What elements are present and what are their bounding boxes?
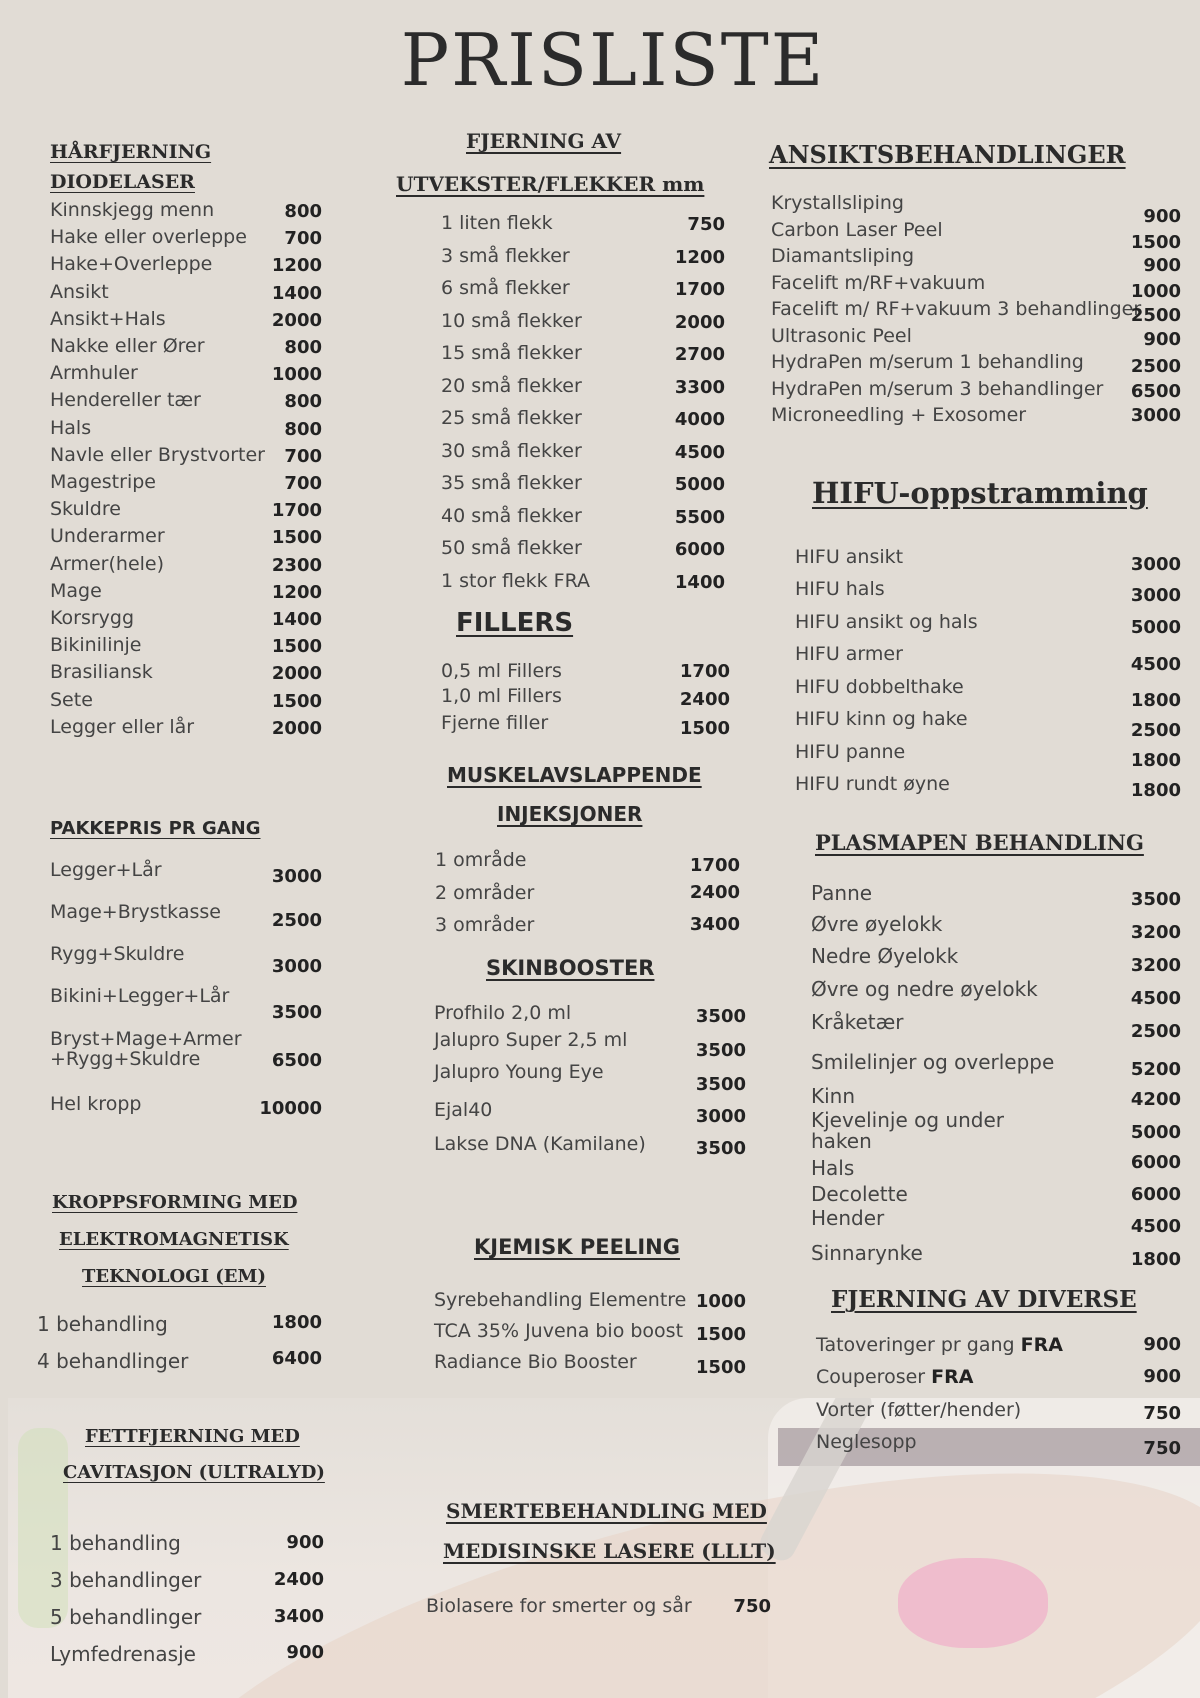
plasma-item-label: Hals bbox=[811, 1156, 855, 1180]
plasma-item-label: Panne bbox=[811, 881, 873, 905]
skinbooster-item-price: 3500 bbox=[695, 1040, 746, 1061]
ansikt-item-label: Microneedling + Exosomer bbox=[771, 404, 1027, 426]
plasma-item-price: 1800 bbox=[1130, 1249, 1181, 1270]
fillers-item-label: 1,0 ml Fillers bbox=[441, 685, 562, 707]
plasma-item-label: Kjevelinje og under haken bbox=[811, 1108, 1004, 1153]
hifu-item-price: 1800 bbox=[1130, 690, 1181, 711]
utvekster-item-price: 5500 bbox=[674, 507, 725, 528]
harfjerning-item-price: 800 bbox=[284, 391, 322, 412]
fillers-heading: FILLERS bbox=[456, 608, 574, 638]
kjemisk-item-label: Radiance Bio Booster bbox=[434, 1351, 637, 1373]
pakkepris-item-price: 3000 bbox=[271, 956, 322, 977]
skinbooster-item-price: 3500 bbox=[695, 1074, 746, 1095]
plasma-item-label: Øvre og nedre øyelokk bbox=[811, 977, 1038, 1001]
hifu-item-price: 1800 bbox=[1130, 750, 1181, 771]
diverse-heading: FJERNING AV DIVERSE bbox=[831, 1286, 1137, 1313]
hifu-item-price: 5000 bbox=[1130, 617, 1181, 638]
utvekster-heading-1: FJERNING AV bbox=[466, 129, 622, 153]
harfjerning-item-price: 2000 bbox=[271, 718, 322, 739]
fettfjerning-item-price: 2400 bbox=[273, 1569, 324, 1590]
harfjerning-item-price: 2000 bbox=[271, 310, 322, 331]
utvekster-item-price: 2700 bbox=[674, 344, 725, 365]
plasma-item-label: Kråketær bbox=[811, 1010, 904, 1034]
harfjerning-item-price: 1500 bbox=[271, 636, 322, 657]
utvekster-item-label: 25 små flekker bbox=[441, 407, 582, 429]
ansikt-item-label: HydraPen m/serum 3 behandlinger bbox=[771, 378, 1104, 400]
hifu-item-label: HIFU kinn og hake bbox=[795, 708, 968, 730]
diverse-item-label: Couperoser FRA bbox=[816, 1366, 974, 1388]
diverse-item-price: 900 bbox=[1143, 1334, 1181, 1355]
hifu-item-label: HIFU armer bbox=[795, 643, 903, 665]
fillers-item-price: 1500 bbox=[679, 718, 730, 739]
plasma-item-price: 6000 bbox=[1130, 1152, 1181, 1173]
ansikt-item-label: Facelift m/ RF+vakuum 3 behandlinger bbox=[771, 298, 1142, 320]
fettfjerning-item-label: 3 behandlinger bbox=[50, 1568, 202, 1592]
plasma-item-price: 5200 bbox=[1130, 1059, 1181, 1080]
hifu-item-price: 3000 bbox=[1130, 585, 1181, 606]
hifu-item-price: 3000 bbox=[1130, 554, 1181, 575]
kjemisk-item-label: TCA 35% Juvena bio boost bbox=[434, 1320, 684, 1342]
harfjerning-item-label: Brasiliansk bbox=[50, 661, 153, 683]
harfjerning-item-label: Magestripe bbox=[50, 471, 156, 493]
smerte-heading-1: SMERTEBEHANDLING MED bbox=[446, 1499, 767, 1523]
diverse-item-label: Neglesopp bbox=[816, 1431, 917, 1453]
hifu-item-label: HIFU hals bbox=[795, 578, 885, 600]
utvekster-item-label: 50 små flekker bbox=[441, 537, 582, 559]
muskel-item-price: 2400 bbox=[689, 882, 740, 903]
fettfjerning-item-label: Lymfedrenasje bbox=[50, 1642, 196, 1666]
harfjerning-item-label: Legger eller lår bbox=[50, 716, 195, 738]
muskel-heading-1: MUSKELAVSLAPPENDE bbox=[447, 763, 702, 787]
hifu-item-label: HIFU ansikt og hals bbox=[795, 611, 978, 633]
ansikt-item-label: Krystallsliping bbox=[771, 192, 904, 214]
pakkepris-item-price: 3000 bbox=[271, 866, 322, 887]
fillers-item-price: 2400 bbox=[679, 689, 730, 710]
harfjerning-item-price: 1500 bbox=[271, 691, 322, 712]
harfjerning-item-label: Mage bbox=[50, 580, 102, 602]
kroppsforming-heading-3: TEKNOLOGI (EM) bbox=[82, 1266, 266, 1287]
pakkepris-item-label: Rygg+Skuldre bbox=[50, 943, 185, 965]
harfjerning-item-label: Ansikt+Hals bbox=[50, 308, 166, 330]
utvekster-item-label: 1 liten flekk bbox=[441, 212, 553, 234]
ansikt-item-price: 6500 bbox=[1130, 381, 1181, 402]
harfjerning-item-label: Armer(hele) bbox=[50, 553, 165, 575]
ansikt-item-label: HydraPen m/serum 1 behandling bbox=[771, 351, 1084, 373]
harfjerning-item-label: Kinnskjegg menn bbox=[50, 199, 215, 221]
harfjerning-item-label: Sete bbox=[50, 689, 93, 711]
harfjerning-item-price: 1400 bbox=[271, 609, 322, 630]
harfjerning-item-label: Skuldre bbox=[50, 498, 121, 520]
harfjerning-item-label: Ansikt bbox=[50, 281, 109, 303]
harfjerning-heading-1: HÅRFJERNING bbox=[50, 141, 212, 163]
fillers-item-label: Fjerne filler bbox=[441, 712, 549, 734]
harfjerning-item-label: Hake+Overleppe bbox=[50, 253, 213, 275]
fettfjerning-item-label: 5 behandlinger bbox=[50, 1605, 202, 1629]
fettfjerning-heading-1: FETTFJERNING MED bbox=[85, 1426, 300, 1447]
harfjerning-heading-2: DIODELASER bbox=[50, 171, 195, 193]
harfjerning-item-price: 700 bbox=[284, 446, 322, 467]
utvekster-item-label: 30 små flekker bbox=[441, 440, 582, 462]
hifu-item-price: 2500 bbox=[1130, 720, 1181, 741]
harfjerning-item-label: Nakke eller Ører bbox=[50, 335, 205, 357]
kroppsforming-item-price: 6400 bbox=[271, 1348, 322, 1369]
ansikt-item-price: 1500 bbox=[1130, 232, 1181, 253]
utvekster-item-label: 40 små flekker bbox=[441, 505, 582, 527]
harfjerning-item-price: 2000 bbox=[271, 663, 322, 684]
pakkepris-item-label: Bikini+Legger+Lår bbox=[50, 985, 230, 1007]
skinbooster-item-label: Lakse DNA (Kamilane) bbox=[434, 1133, 646, 1155]
diverse-item-label: Vorter (føtter/hender) bbox=[816, 1399, 1022, 1421]
kroppsforming-heading-1: KROPPSFORMING MED bbox=[52, 1192, 298, 1213]
utvekster-item-label: 1 stor flekk FRA bbox=[441, 570, 591, 592]
pakkepris-item-price: 10000 bbox=[259, 1098, 322, 1119]
fillers-item-label: 0,5 ml Fillers bbox=[441, 660, 562, 682]
fettfjerning-heading-2: CAVITASJON (ULTRALYD) bbox=[63, 1462, 325, 1483]
harfjerning-item-price: 2300 bbox=[271, 555, 322, 576]
muskel-item-label: 3 områder bbox=[435, 914, 535, 936]
hifu-item-label: HIFU panne bbox=[795, 741, 906, 763]
utvekster-item-price: 5000 bbox=[674, 474, 725, 495]
harfjerning-item-price: 700 bbox=[284, 473, 322, 494]
utvekster-item-label: 6 små flekker bbox=[441, 277, 570, 299]
muskel-item-label: 2 områder bbox=[435, 882, 535, 904]
diverse-item-price: 900 bbox=[1143, 1366, 1181, 1387]
harfjerning-item-price: 1000 bbox=[271, 364, 322, 385]
kroppsforming-item-price: 1800 bbox=[271, 1312, 322, 1333]
harfjerning-item-price: 800 bbox=[284, 201, 322, 222]
diverse-item-label: Tatoveringer pr gang FRA bbox=[816, 1334, 1063, 1356]
ansikt-item-label: Ultrasonic Peel bbox=[771, 325, 912, 347]
pakkepris-item-label: Hel kropp bbox=[50, 1093, 142, 1115]
harfjerning-item-price: 700 bbox=[284, 228, 322, 249]
utvekster-item-label: 3 små flekker bbox=[441, 245, 570, 267]
ansikt-item-price: 2500 bbox=[1130, 356, 1181, 377]
ansikt-item-price: 900 bbox=[1143, 206, 1181, 227]
skinbooster-item-label: Ejal40 bbox=[434, 1099, 493, 1121]
ansikt-item-price: 2500 bbox=[1130, 305, 1181, 326]
kroppsforming-item-label: 1 behandling bbox=[37, 1312, 168, 1336]
kjemisk-heading: KJEMISK PEELING bbox=[474, 1235, 680, 1259]
utvekster-item-price: 1400 bbox=[674, 572, 725, 593]
skinbooster-item-label: Jalupro Young Eye bbox=[434, 1061, 604, 1083]
pakkepris-item-label: Mage+Brystkasse bbox=[50, 901, 221, 923]
pakkepris-item-price: 3500 bbox=[271, 1002, 322, 1023]
fettfjerning-item-label: 1 behandling bbox=[50, 1531, 181, 1555]
plasma-item-price: 3500 bbox=[1130, 889, 1181, 910]
hifu-heading: HIFU-oppstramming bbox=[812, 476, 1148, 510]
harfjerning-item-label: Hals bbox=[50, 417, 92, 439]
skinbooster-item-label: Profhilo 2,0 ml bbox=[434, 1002, 572, 1024]
plasma-item-label: Sinnarynke bbox=[811, 1241, 923, 1265]
diverse-item-price: 750 bbox=[1143, 1403, 1181, 1424]
pakkepris-heading: PAKKEPRIS PR GANG bbox=[50, 818, 261, 839]
fettfjerning-item-price: 900 bbox=[286, 1642, 324, 1663]
ansikt-item-price: 1000 bbox=[1130, 281, 1181, 302]
fettfjerning-item-price: 900 bbox=[286, 1532, 324, 1553]
skinbooster-item-price: 3000 bbox=[695, 1106, 746, 1127]
utvekster-item-price: 1200 bbox=[674, 247, 725, 268]
smerte-heading-2: MEDISINSKE LASERE (LLLT) bbox=[443, 1539, 776, 1563]
utvekster-item-price: 3300 bbox=[674, 377, 725, 398]
harfjerning-item-price: 1700 bbox=[271, 500, 322, 521]
ansikt-heading: ANSIKTSBEHANDLINGER bbox=[769, 140, 1126, 169]
utvekster-item-label: 10 små flekker bbox=[441, 310, 582, 332]
plasma-item-label: Øvre øyelokk bbox=[811, 912, 943, 936]
harfjerning-item-price: 1500 bbox=[271, 527, 322, 548]
kjemisk-item-price: 1000 bbox=[695, 1291, 746, 1312]
plasma-item-label: Smilelinjer og overleppe bbox=[811, 1050, 1055, 1074]
ansikt-item-price: 900 bbox=[1143, 329, 1181, 350]
plasma-heading: PLASMAPEN BEHANDLING bbox=[815, 830, 1144, 855]
harfjerning-item-label: Bikinilinje bbox=[50, 634, 142, 656]
skinbooster-item-label: Jalupro Super 2,5 ml bbox=[434, 1029, 628, 1051]
ansikt-item-label: Facelift m/RF+vakuum bbox=[771, 272, 986, 294]
utvekster-item-price: 1700 bbox=[674, 279, 725, 300]
plasma-item-label: Nedre Øyelokk bbox=[811, 944, 959, 968]
hifu-item-label: HIFU ansikt bbox=[795, 546, 904, 568]
utvekster-item-price: 4000 bbox=[674, 409, 725, 430]
skinbooster-heading: SKINBOOSTER bbox=[486, 956, 655, 980]
plasma-item-price: 4200 bbox=[1130, 1089, 1181, 1110]
harfjerning-item-label: Hendereller tær bbox=[50, 389, 201, 411]
harfjerning-item-price: 800 bbox=[284, 337, 322, 358]
fillers-item-price: 1700 bbox=[679, 661, 730, 682]
harfjerning-item-label: Hake eller overleppe bbox=[50, 226, 247, 248]
hifu-item-label: HIFU dobbelthake bbox=[795, 676, 964, 698]
pakkepris-item-label: Legger+Lår bbox=[50, 859, 162, 881]
muskel-heading-2: INJEKSJONER bbox=[497, 802, 643, 826]
hifu-item-price: 4500 bbox=[1130, 654, 1181, 675]
utvekster-item-price: 750 bbox=[687, 214, 725, 235]
kjemisk-item-price: 1500 bbox=[695, 1357, 746, 1378]
pakkepris-item-price: 6500 bbox=[271, 1050, 322, 1071]
ansikt-item-label: Diamantsliping bbox=[771, 245, 915, 267]
plasma-item-price: 3200 bbox=[1130, 922, 1181, 943]
harfjerning-item-price: 1200 bbox=[271, 582, 322, 603]
utvekster-item-price: 2000 bbox=[674, 312, 725, 333]
utvekster-item-label: 35 små flekker bbox=[441, 472, 582, 494]
diverse-item-price: 750 bbox=[1143, 1438, 1181, 1459]
ansikt-item-label: Carbon Laser Peel bbox=[771, 219, 943, 241]
harfjerning-item-label: Korsrygg bbox=[50, 607, 135, 629]
harfjerning-item-label: Underarmer bbox=[50, 525, 165, 547]
utvekster-item-price: 6000 bbox=[674, 539, 725, 560]
kroppsforming-item-label: 4 behandlinger bbox=[37, 1349, 189, 1373]
smerte-item-price: 750 bbox=[733, 1596, 771, 1617]
smerte-item-label: Biolasere for smerter og sår bbox=[426, 1595, 692, 1617]
muskel-item-price: 3400 bbox=[689, 914, 740, 935]
hifu-item-label: HIFU rundt øyne bbox=[795, 773, 950, 795]
kjemisk-item-label: Syrebehandling Elementre bbox=[434, 1289, 687, 1311]
plasma-item-label: Kinn bbox=[811, 1084, 856, 1108]
plasma-item-price: 5000 bbox=[1130, 1122, 1181, 1143]
muskel-item-price: 1700 bbox=[689, 855, 740, 876]
page-title: PRISLISTE bbox=[400, 18, 826, 102]
ansikt-item-price: 900 bbox=[1143, 255, 1181, 276]
hifu-item-price: 1800 bbox=[1130, 780, 1181, 801]
ansikt-item-price: 3000 bbox=[1130, 405, 1181, 426]
fettfjerning-item-price: 3400 bbox=[273, 1606, 324, 1627]
muskel-item-label: 1 område bbox=[435, 849, 527, 871]
pakkepris-item-label: Bryst+Mage+Armer +Rygg+Skuldre bbox=[50, 1028, 242, 1070]
harfjerning-item-label: Armhuler bbox=[50, 362, 138, 384]
plasma-item-label: Decolette bbox=[811, 1182, 908, 1206]
plasma-item-price: 2500 bbox=[1130, 1021, 1181, 1042]
kjemisk-item-price: 1500 bbox=[695, 1324, 746, 1345]
plasma-item-price: 4500 bbox=[1130, 1216, 1181, 1237]
harfjerning-item-price: 1200 bbox=[271, 255, 322, 276]
harfjerning-item-label: Navle eller Brystvorter bbox=[50, 444, 265, 466]
harfjerning-item-price: 800 bbox=[284, 419, 322, 440]
pakkepris-item-price: 2500 bbox=[271, 910, 322, 931]
plasma-item-price: 6000 bbox=[1130, 1184, 1181, 1205]
skinbooster-item-price: 3500 bbox=[695, 1138, 746, 1159]
plasma-item-label: Hender bbox=[811, 1206, 885, 1230]
skinbooster-item-price: 3500 bbox=[695, 1006, 746, 1027]
plasma-item-price: 4500 bbox=[1130, 988, 1181, 1009]
kroppsforming-heading-2: ELEKTROMAGNETISK bbox=[59, 1229, 289, 1250]
harfjerning-item-price: 1400 bbox=[271, 283, 322, 304]
utvekster-heading-2: UTVEKSTER/FLEKKER mm bbox=[396, 172, 705, 196]
utvekster-item-label: 20 små flekker bbox=[441, 375, 582, 397]
utvekster-item-price: 4500 bbox=[674, 442, 725, 463]
utvekster-item-label: 15 små flekker bbox=[441, 342, 582, 364]
plasma-item-price: 3200 bbox=[1130, 955, 1181, 976]
